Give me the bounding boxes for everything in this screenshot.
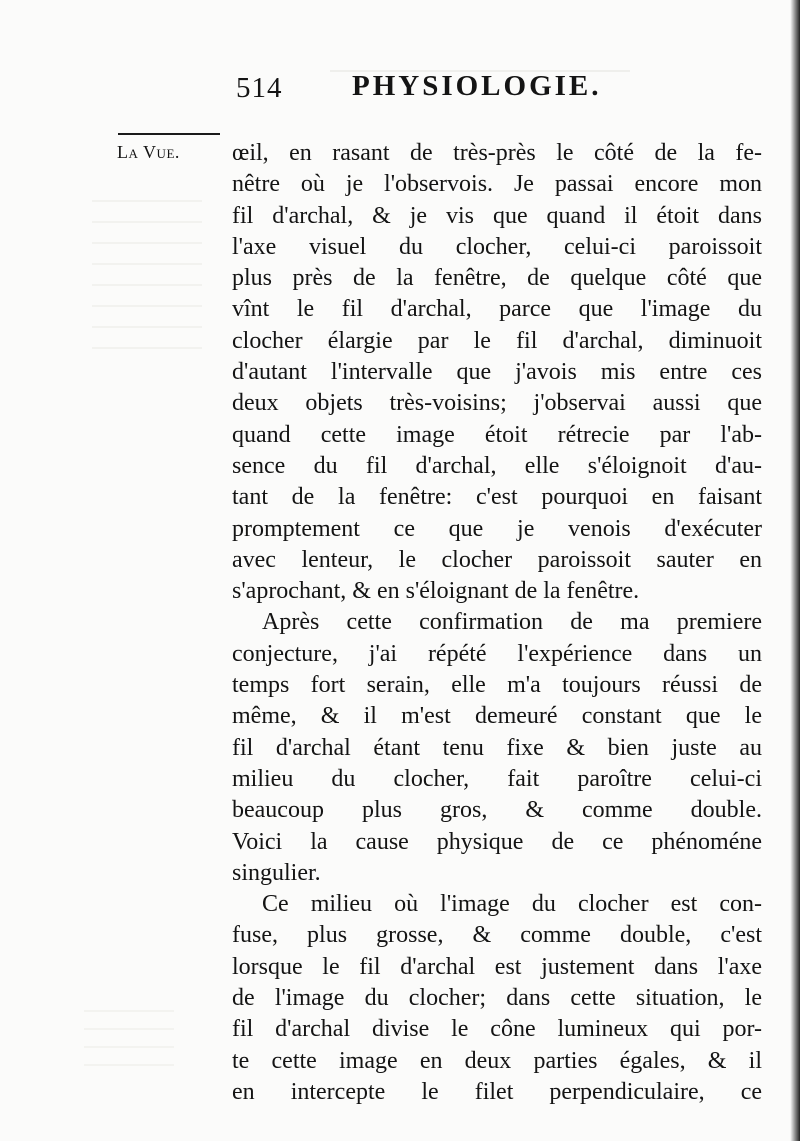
text-line: avec lenteur, le clocher paroissoit sauter en: [232, 546, 762, 573]
text-line: de l'image du clocher; dans cette situation, le: [232, 985, 762, 1012]
text-line: même, & il m'est demeuré constant que le: [232, 703, 762, 730]
text-line: deux objets très-voisins; j'observai aussi que: [232, 390, 762, 417]
margin-note: La Vue.: [117, 142, 180, 162]
margin-rule: [118, 133, 220, 135]
text-line: vînt le fil d'archal, parce que l'image du: [232, 296, 762, 323]
text-line: te cette image en deux parties égales, & il: [232, 1047, 762, 1074]
text-line: promptement ce que je venois d'exécuter: [232, 515, 762, 542]
text-line: lorsque le fil d'archal est justement dans l'axe: [232, 953, 762, 980]
page-number: 514: [236, 72, 283, 104]
text-line: nêtre où je l'observois. Je passai encore mon: [232, 171, 762, 198]
text-line: sence du fil d'archal, elle s'éloignoit d'au-: [232, 452, 762, 479]
text-line: tant de la fenêtre: c'est pourquoi en faisant: [232, 484, 762, 511]
bleed-through-margin-block: [92, 200, 202, 350]
text-line: plus près de la fenêtre, de quelque côté que: [232, 265, 762, 292]
text-line: Après cette confirmation de ma premiere: [262, 609, 762, 636]
text-line: l'axe visuel du clocher, celui-ci paroissoit: [232, 233, 762, 260]
page-header: [0, 64, 800, 114]
text-line: fil d'archal divise le cône lumineux qui por-: [232, 1016, 762, 1043]
text-line: fil d'archal étant tenu fixe & bien juste au: [232, 734, 762, 761]
text-line: fil d'archal, & je vis que quand il étoit dans: [232, 202, 762, 229]
text-line: beaucoup plus gros, & comme double.: [232, 797, 762, 824]
text-line: s'aprochant, & en s'éloignant de la fenêtre.: [232, 578, 640, 605]
text-line: d'autant l'intervalle que j'avois mis entre ces: [232, 359, 762, 386]
text-line: Voici la cause physique de ce phénoméne: [232, 828, 762, 855]
text-line: milieu du clocher, fait paroître celui-ci: [232, 765, 762, 792]
text-line: singulier.: [232, 859, 321, 886]
text-line: en intercepte le filet perpendiculaire, ce: [232, 1078, 762, 1105]
text-line: conjecture, j'ai répété l'expérience dans un: [232, 640, 762, 667]
text-line: Ce milieu où l'image du clocher est con-: [262, 891, 762, 918]
text-line: œil, en rasant de très-près le côté de la fe-: [232, 140, 762, 166]
text-line: quand cette image étoit rétrecie par l'ab-: [232, 421, 762, 448]
body-text: [232, 138, 762, 1108]
page-edge-shadow: [790, 0, 800, 1141]
text-line: fuse, plus grosse, & comme double, c'est: [232, 922, 762, 949]
text-line: temps fort serain, elle m'a toujours réussi de: [232, 672, 762, 699]
text-line: clocher élargie par le fil d'archal, diminuoit: [232, 327, 762, 354]
running-title: PHYSIOLOGIE.: [352, 70, 602, 102]
bleed-through-margin-block-lower: [84, 1010, 174, 1070]
